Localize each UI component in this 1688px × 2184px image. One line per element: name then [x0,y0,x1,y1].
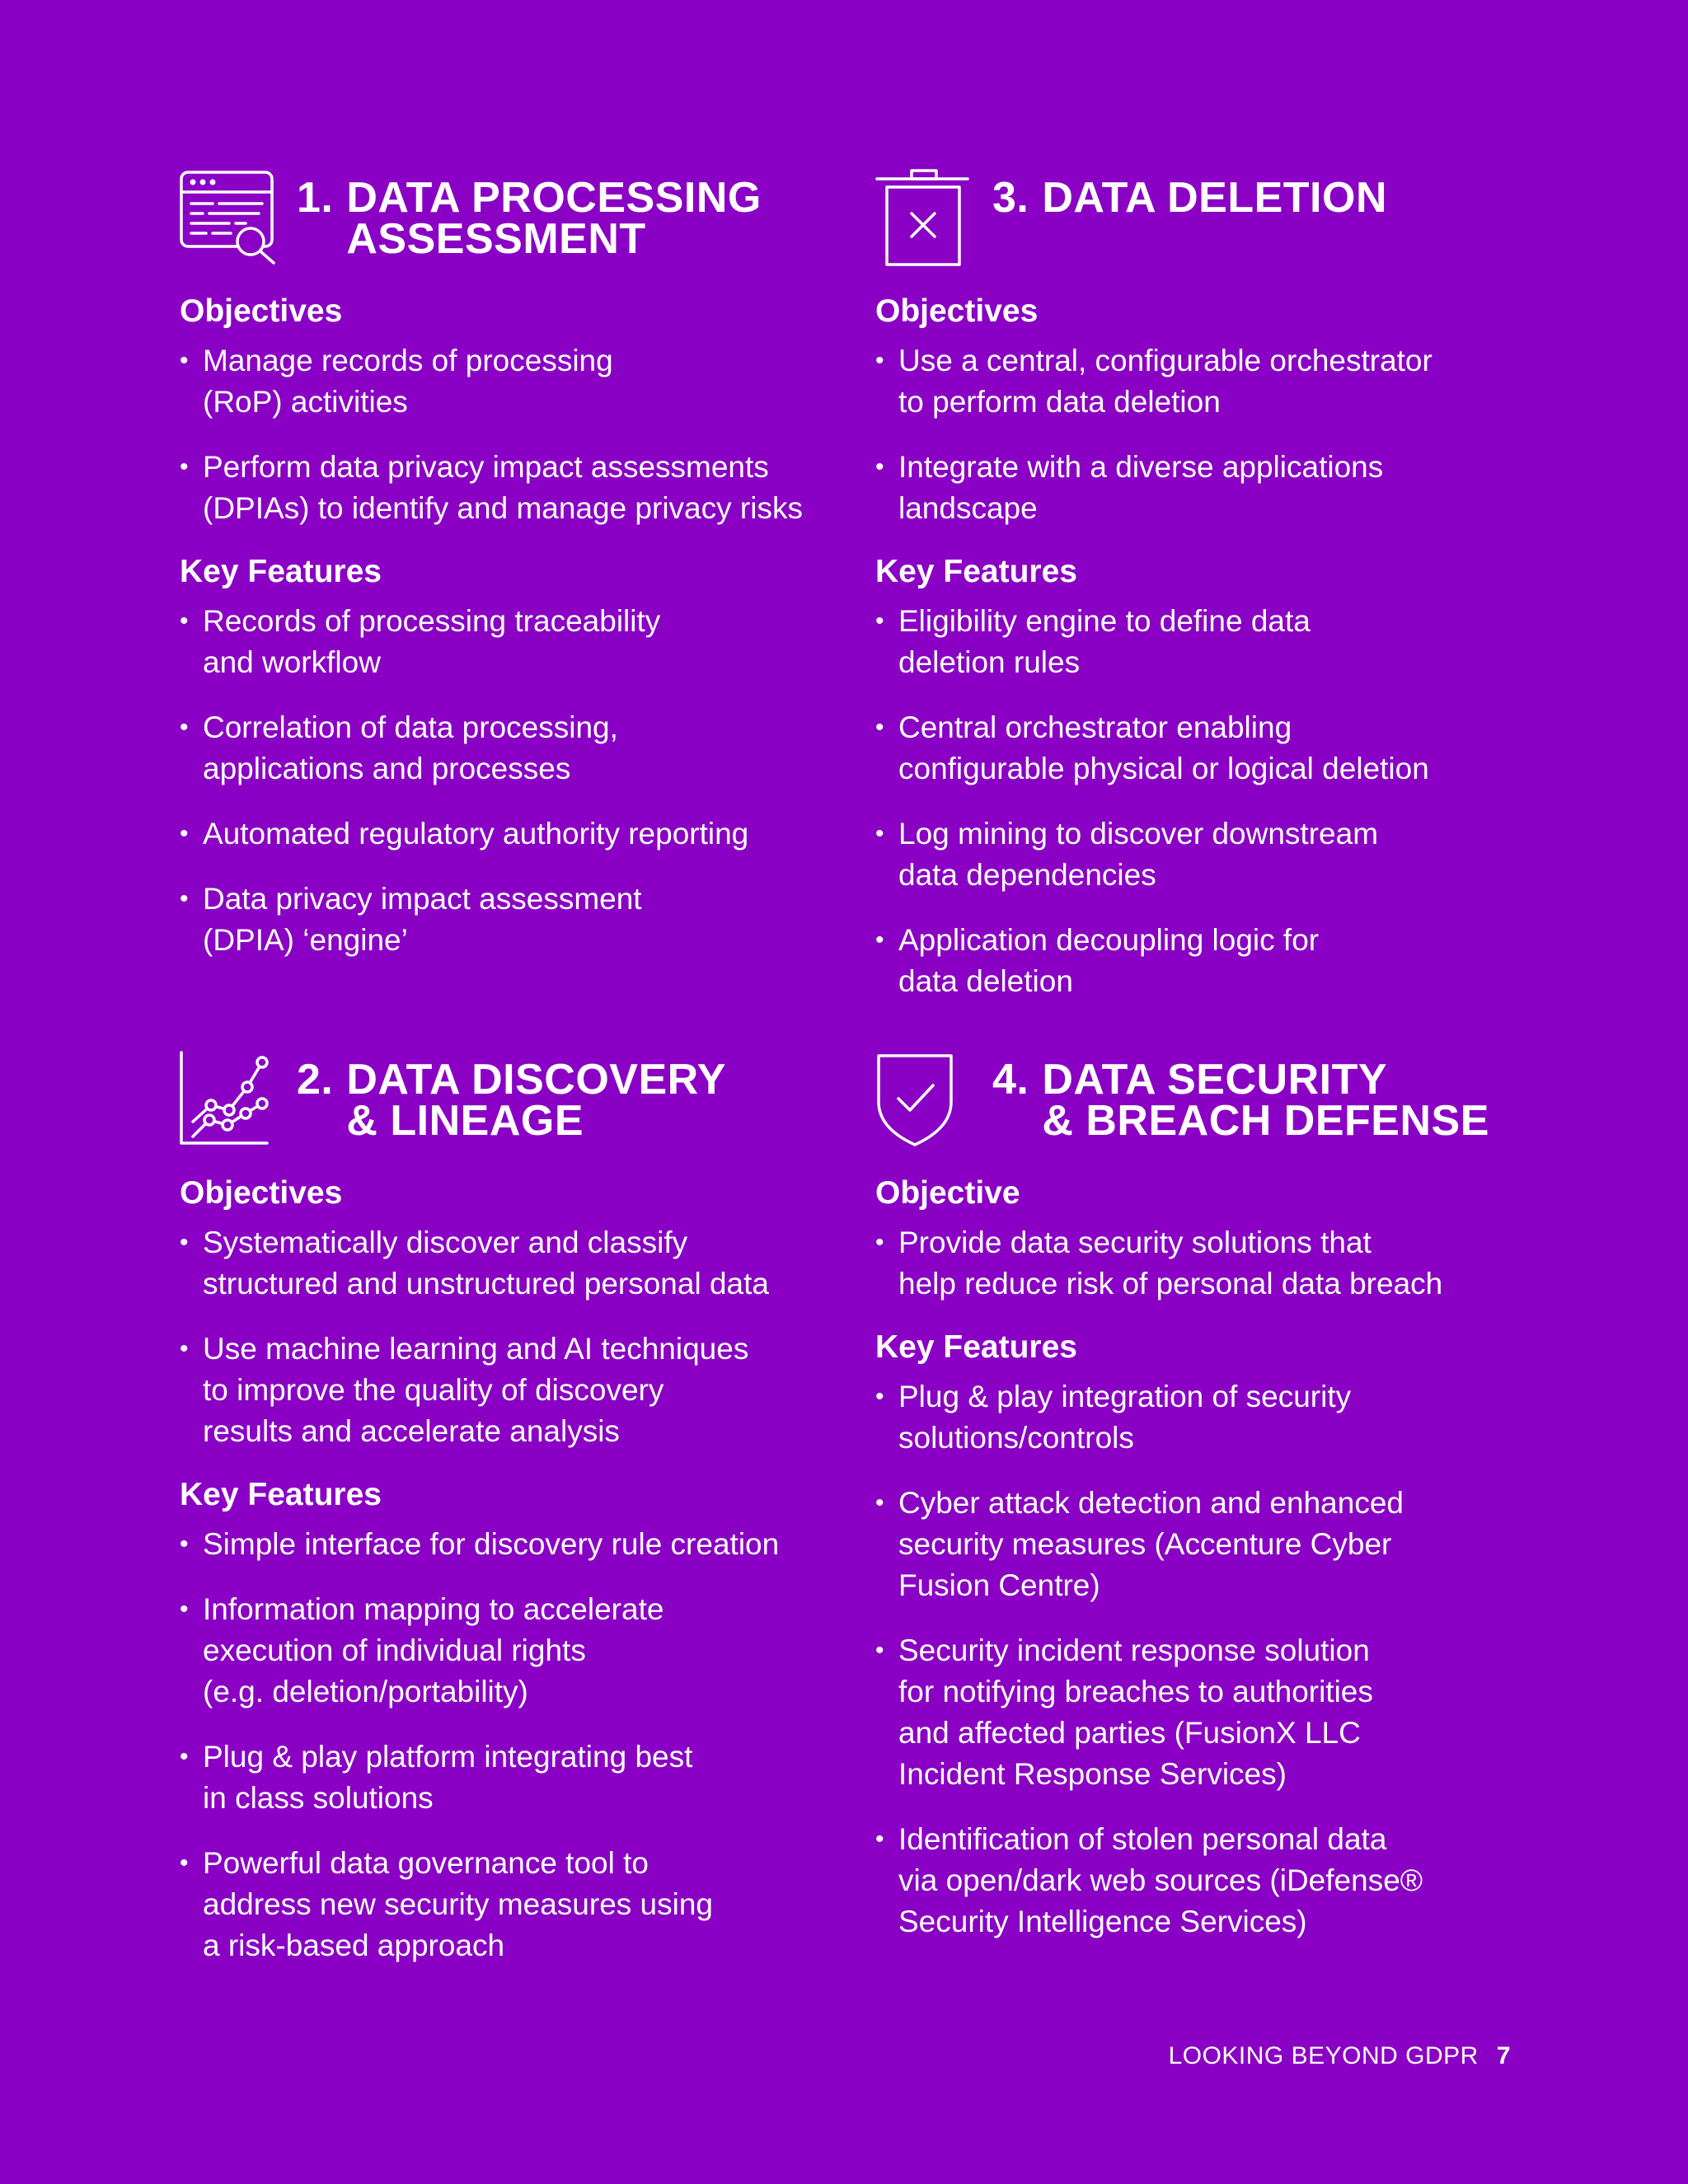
section-title-text: DATA DISCOVERY & LINEAGE [346,1056,726,1145]
list-item: • Automated regulatory authority reporting [180,813,839,855]
section-title [992,174,1387,222]
list-item: • Plug & play integration of security solutions/controls [875,1376,1535,1459]
section-number: 1. [297,174,334,222]
section-header [875,1051,1535,1160]
list-item: • Simple interface for discovery rule creation [180,1524,839,1565]
list-item: • Manage records of processing (RoP) activities [180,340,839,423]
line-chart-icon [180,1051,277,1148]
trash-bin-icon [875,169,973,266]
key-features-heading: Key Features [875,1329,1077,1365]
section-title [297,1056,726,1145]
list-item: • Log mining to discover downstream data dependencies [875,813,1535,896]
section-data-discovery-lineage [180,1051,839,1990]
section-header [180,1051,839,1160]
section-data-security-breach-defense [875,1051,1535,1966]
shield-check-icon [875,1051,973,1148]
objectives-heading: Objectives [180,293,343,329]
list-item: • Information mapping to accelerate execution of individual rights (e.g. deletion/portability) [180,1589,839,1713]
list-item: • Eligibility engine to define data deletion rules [875,601,1535,683]
key-features-heading: Key Features [875,554,1077,589]
list-item: • Powerful data governance tool to address new security measures using a risk-based approach [180,1843,839,1966]
section-header [180,169,839,278]
list-item: • Identification of stolen personal data via open/dark web sources (iDefense® Security Intelligence Services) [875,1819,1535,1943]
section-title-text: DATA PROCESSING ASSESSMENT [346,174,762,263]
page-number: 7 [1496,2042,1511,2069]
page-footer [1169,2042,1511,2070]
features-list [875,1376,1535,1943]
list-item: • Plug & play platform integrating best in class solutions [180,1736,839,1819]
list-item: • Security incident response solution for notifying breaches to authorities and affected parties (FusionX LLC Incident Response Services) [875,1630,1535,1795]
list-item: • Central orchestrator enabling configurable physical or logical deletion [875,707,1535,790]
list-item: • Perform data privacy impact assessments (DPIAs) to identify and manage privacy risks [180,447,839,529]
section-data-processing-assessment [180,169,839,985]
section-header [875,169,1535,278]
section-title [297,174,762,263]
objectives-list [180,340,839,529]
key-features-heading: Key Features [180,554,382,589]
section-title-text: DATA DELETION [1042,174,1387,222]
section-number: 2. [297,1056,334,1104]
list-item: • Data privacy impact assessment (DPIA) ‘engine’ [180,879,839,961]
list-item: • Cyber attack detection and enhanced security measures (Accenture Cyber Fusion Centre) [875,1483,1535,1606]
features-list [875,601,1535,1002]
list-item: • Use machine learning and AI techniques to improve the quality of discovery results and accelerate analysis [180,1329,839,1452]
section-number: 4. [992,1056,1029,1104]
objectives-list [180,1222,839,1452]
key-features-heading: Key Features [180,1477,382,1512]
list-item: • Correlation of data processing, applications and processes [180,707,839,790]
section-number: 3. [992,174,1029,222]
objectives-heading: Objectives [180,1175,343,1211]
features-list [180,601,839,961]
section-title-text: DATA SECURITY & BREACH DEFENSE [1042,1056,1489,1145]
features-list [180,1524,839,1966]
objectives-heading: Objectives [875,293,1039,329]
list-item: • Provide data security solutions that help reduce risk of personal data breach [875,1222,1535,1305]
list-item: • Application decoupling logic for data deletion [875,920,1535,1002]
list-item: • Integrate with a diverse applications landscape [875,447,1535,529]
list-item: • Use a central, configurable orchestrator to perform data deletion [875,340,1535,423]
browser-search-icon [180,169,277,266]
list-item: • Records of processing traceability and workflow [180,601,839,683]
objectives-list [875,340,1535,529]
footer-title: LOOKING BEYOND GDPR [1168,2042,1479,2069]
section-data-deletion [875,169,1535,1026]
objectives-heading: Objective [875,1175,1020,1211]
objectives-list [875,1222,1535,1305]
section-title [992,1056,1489,1145]
list-item: • Systematically discover and classify structured and unstructured personal data [180,1222,839,1305]
